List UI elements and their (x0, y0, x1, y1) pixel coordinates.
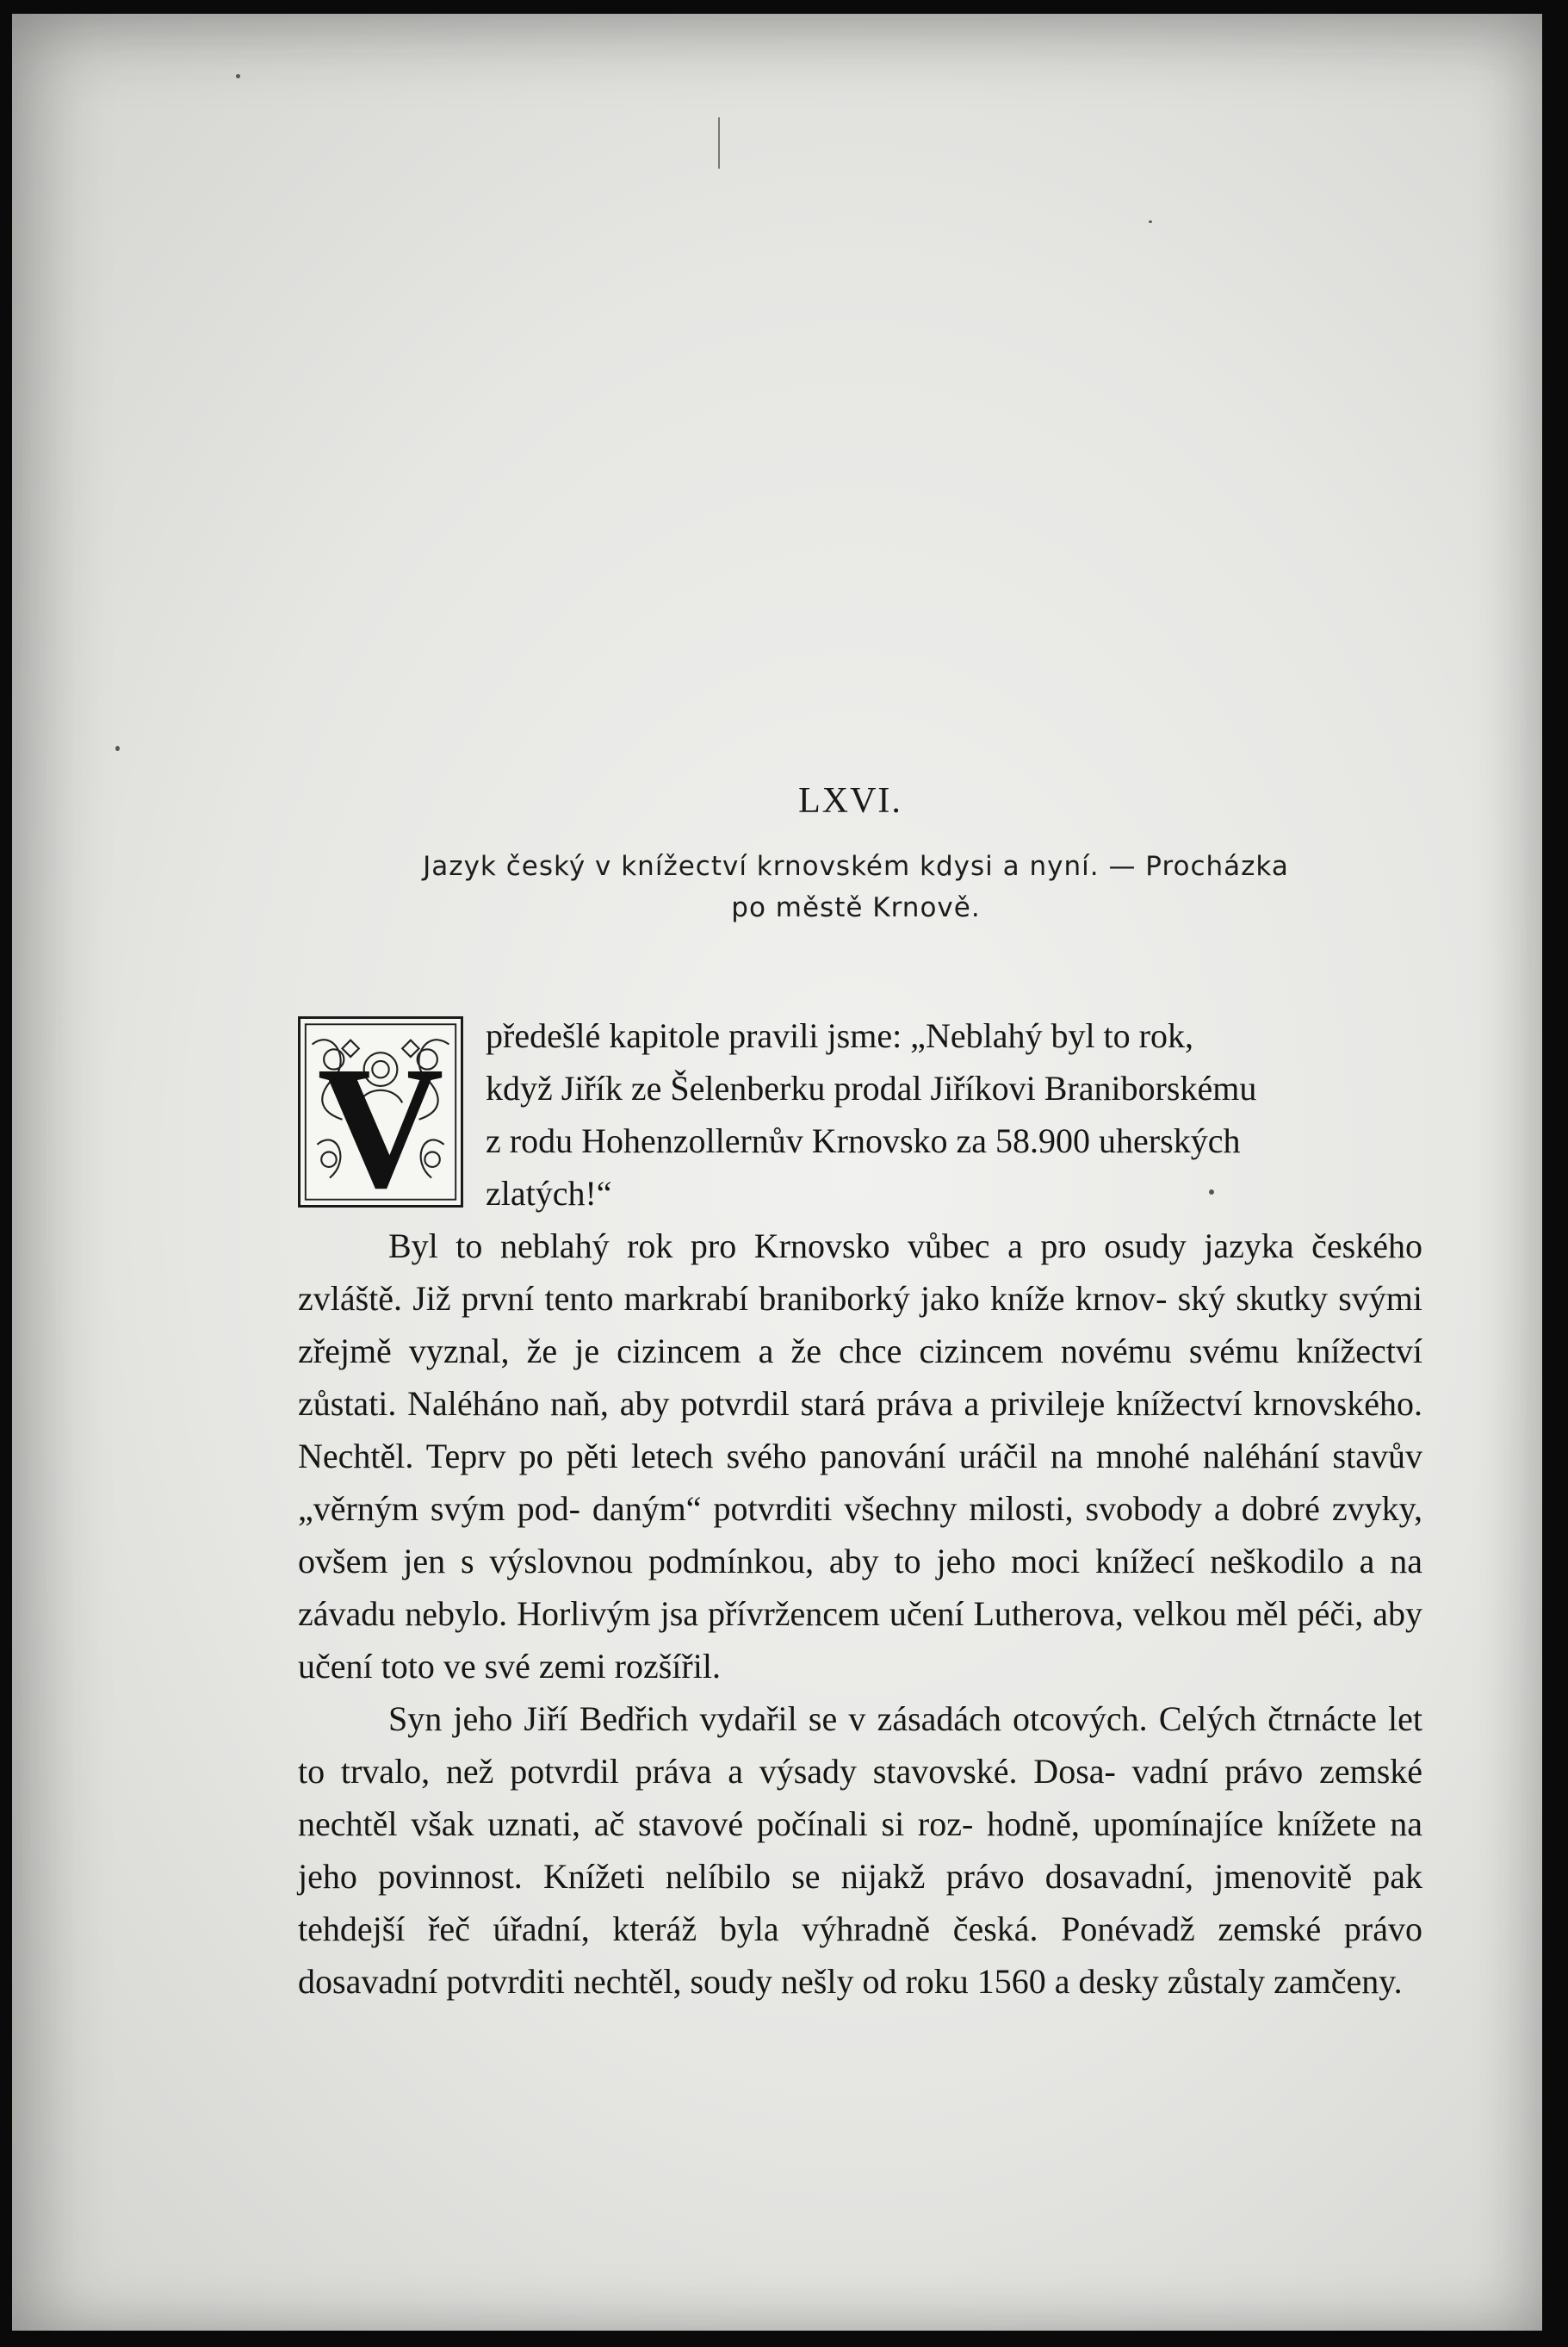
text-line: práva a privileje knížectví krnovského. Nechtěl. Teprv po pěti letech (298, 1384, 1422, 1475)
text-line: nijakž právo dosavadní, jmenovitě pak tehdejší řeč úřadní, kteráž (298, 1857, 1423, 1948)
ornament-initial-v-icon (301, 1019, 461, 1205)
paper-speck (1149, 220, 1152, 223)
text-line: svého panování uráčil na mnohé naléhání stavův „věrným svým pod- (298, 1437, 1422, 1528)
text-line: když Jiřík ze Šelenberku prodal Jiříkovi Braniborskému (486, 1069, 1257, 1108)
paragraph (298, 1692, 1422, 2008)
text-line: ský skutky svými zřejmě vyznal, že je cizincem a že chce cizincem (298, 1279, 1423, 1370)
text-line: českého zvláště. Již první tento markrabí braniborký jako kníže krnov- (298, 1226, 1422, 1318)
text-line: byla výhradně česká. Ponévadž zemské právo dosavadní potvrditi (298, 1909, 1423, 2001)
text-line: jen s výslovnou podmínkou, aby to jeho moci knížecí neškodilo a na (403, 1542, 1422, 1580)
paper-speck (236, 74, 240, 78)
text-line: Syn jeho Jiří Bedřich vydařil se v zásadách otcových. Celých (388, 1699, 1268, 1738)
paragraph (298, 1009, 1422, 1220)
text-line: z rodu Hohenzollernův Krnovsko za 58.900 uherských (486, 1121, 1241, 1160)
text-line: čtrnácte let to trvalo, než potvrdil práva a výsady stavovské. Dosa- (298, 1699, 1422, 1791)
subtitle-line: po městě Krnově. (731, 892, 981, 923)
text-line: Byl to neblahý rok pro Krnovsko vůbec a pro osudy jazyka (388, 1226, 1312, 1265)
text-line: nechtěl, soudy nešly od roku 1560 a desky zůstaly zamčeny. (573, 1962, 1403, 2001)
book-page (12, 14, 1542, 2331)
text-line: závadu nebylo. Horlivým jsa přívržencem učení Lutherova, velkou měl (298, 1594, 1298, 1633)
chapter-number: LXVI. (798, 781, 902, 821)
chapter-body (298, 1009, 1422, 2008)
text-line: daným“ potvrditi všechny milosti, svobody a dobré zvyky, ovšem (298, 1489, 1422, 1580)
text-line: zlatých!“ (486, 1174, 612, 1213)
text-line: novému svému knížectví zůstati. Naléháno naň, aby potvrdil stará (298, 1332, 1422, 1423)
text-line: vadní právo zemské nechtěl však uznati, ač stavové počínali si roz- (298, 1752, 1423, 1843)
decorative-initial (298, 1016, 463, 1208)
text-line: hodně, upomínajíce knížete na jeho povinnost. Knížeti nelíbilo se (298, 1804, 1423, 1896)
chapter-subtitle (288, 846, 1424, 928)
text-line: péči, aby učení toto ve své zemi rozšířil. (298, 1594, 1422, 1686)
paragraph (298, 1220, 1422, 1692)
text-line: předešlé kapitole pravili jsme: „Neblahý byl to rok, (486, 1016, 1193, 1055)
initial-letter: V (317, 1031, 444, 1205)
subtitle-line: Jazyk český v knížectví krnovském kdysi a nyní. — Procházka (423, 851, 1289, 882)
paper-mark (718, 117, 720, 169)
paper-speck (115, 746, 120, 751)
